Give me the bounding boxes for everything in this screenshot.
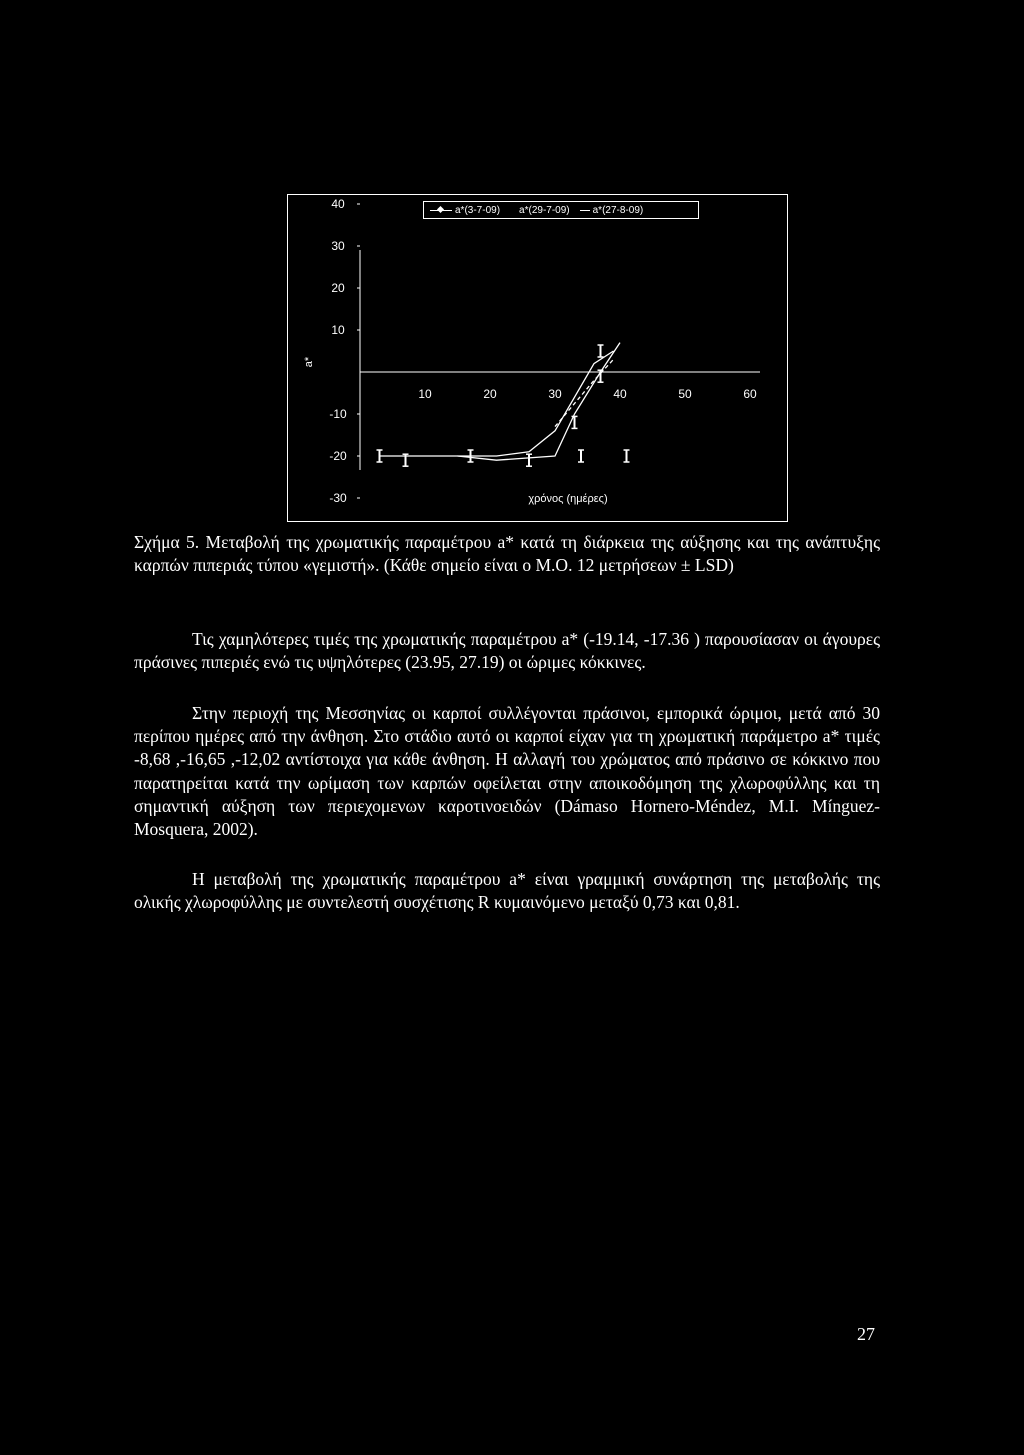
chart-legend [423, 201, 699, 219]
x-tick-label: 30 [548, 387, 562, 401]
y-tick-label: 10 [331, 323, 345, 337]
paragraph-3-text: Η μεταβολή της χρωματικής παραμέτρου a* είναι γραμμική συνάρτηση της μεταβολής της ολικής χλωροφύλλης με συντελεστή συσχέτισης R κυμαινόμενο μεταξύ 0,73 και 0,81. [134, 869, 880, 913]
legend-line-icon [580, 210, 590, 211]
y-tick-label: -10 [329, 407, 347, 421]
caption-text: Σχήμα 5. Μεταβολή της χρωματικής παραμέτρου a* κατά τη διάρκεια της αύξησης και της ανάπτυξης καρπών πιπεριάς τύπου «γεμιστή». (Κάθε σημείο είναι ο Μ.Ο. 12 μετρήσεων ± LSD) [134, 532, 880, 576]
paragraph-3 [134, 868, 880, 914]
x-axis-label: χρόνος (ημέρες) [528, 493, 608, 505]
figure [287, 194, 788, 522]
legend-label-3: a*(27-8-09) [592, 204, 644, 216]
legend-item-2 [510, 205, 570, 216]
x-tick-label: 50 [678, 387, 692, 401]
chart [288, 195, 789, 523]
paragraph-2 [134, 702, 880, 841]
y-tick-label: -20 [329, 449, 347, 463]
legend-label-2: a*(29-7-09) [519, 204, 570, 216]
page-number: 27 [857, 1324, 875, 1344]
y-tick-label: 20 [331, 281, 345, 295]
y-tick-label: 30 [331, 239, 345, 253]
x-tick-label: 60 [743, 387, 757, 401]
x-tick-label: 40 [613, 387, 627, 401]
series-line-1 [380, 343, 621, 461]
paragraph-2-text: Στην περιοχή της Μεσσηνίας οι καρποί συλλέγονται πράσινοι, εμπορικά ώριμοι, μετά από 30 περίπου ημέρες από την άνθηση. Στο στάδιο αυτό οι καρποί είχαν για τη χρωματική παράμετρο a* τιμές -8,68 ,-16,65 ,-12,02 αντίστοιχα για κάθε άνθηση. Η αλλαγή του χρώματος από πράσινο σε κόκκινο που παρατηρείται κατά την ωρίμαση των καρπών οφείλεται στην αποικοδόμηση της χλωροφύλλης και τη σημαντική αύξηση των περιεχομενων καροτινοειδών (Dámaso Hornero-Méndez, M.I. Mínguez-Mosquera, 2002). [134, 703, 880, 840]
legend-item-3 [580, 205, 644, 216]
y-tick-label: 40 [331, 197, 345, 211]
series-line-2 [458, 351, 614, 456]
legend-label-1: a*(3-7-09) [455, 204, 501, 216]
legend-item-1 [430, 205, 500, 216]
x-tick-label: 20 [483, 387, 497, 401]
y-tick-label: -30 [329, 491, 347, 505]
x-tick-label: 10 [418, 387, 432, 401]
paragraph-1 [134, 628, 880, 674]
paragraph-1-text: Τις χαμηλότερες τιμές της χρωματικής παραμέτρου a* (-19.14, -17.36 ) παρουσίασαν οι άγουρες πράσινες πιπεριές ενώ τις υψηλότερες (23.95, 27.19) οι ώριμες κόκκινες. [134, 629, 880, 673]
figure-caption [134, 531, 880, 577]
legend-marker-icon [430, 210, 452, 211]
y-axis-label: a* [303, 356, 315, 368]
